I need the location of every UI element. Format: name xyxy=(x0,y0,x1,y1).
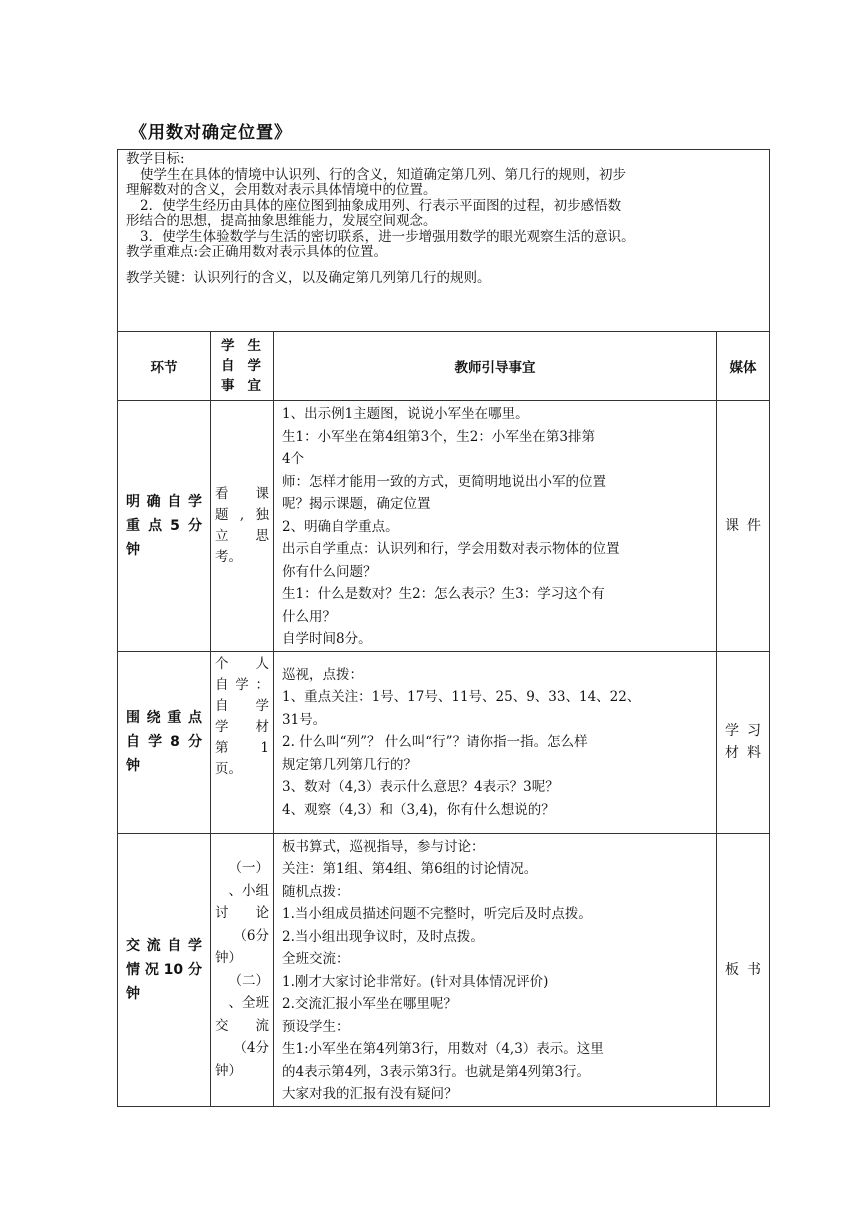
study-line: 钟） xyxy=(215,950,242,966)
guide-line: 2.当小组出现争议时，及时点拨。 xyxy=(282,928,484,945)
header-student-study-line: 事 宜 xyxy=(221,378,263,394)
guide-line: 4个 xyxy=(282,451,305,467)
guide-line: 关注：第1组、第4组、第6组的讨论情况。 xyxy=(282,861,538,877)
student-study-cell xyxy=(211,833,274,1106)
guide-line: 生1：小军坐在第4组第3个，生2：小军坐在第3排第 xyxy=(282,428,595,445)
phase-line: 自学8分 xyxy=(126,734,202,750)
study-line: 第 1 xyxy=(215,739,269,756)
goal-3: 3．使学生体验数学与生活的密切联系，进一步增强用数学的眼光观察生活的意识。 xyxy=(140,228,635,245)
phase-line: 交流自学 xyxy=(126,937,202,954)
study-line: 题,独 xyxy=(215,506,269,523)
phase-cell xyxy=(118,833,211,1106)
document-title: 《用数对确定位置》 xyxy=(130,123,292,143)
student-study-cell xyxy=(211,651,274,833)
phase-line: 情况10分 xyxy=(126,961,202,978)
teaching-goals-cell xyxy=(118,150,770,332)
phase-line: 钟 xyxy=(126,985,140,1002)
lesson-plan-table xyxy=(117,149,770,1107)
study-line: 个 人 xyxy=(215,655,269,672)
media-cell xyxy=(717,833,770,1106)
study-line: 、小组 xyxy=(228,882,269,899)
guide-line: 自学时间8分。 xyxy=(282,631,372,647)
guide-line: 你有什么问题？ xyxy=(282,563,377,580)
phase-line: 重点5分 xyxy=(126,517,202,534)
table-row xyxy=(118,401,770,652)
study-line: 页。 xyxy=(215,760,242,777)
phase-line: 明确自学 xyxy=(126,493,202,510)
study-line: （4分 xyxy=(233,1040,269,1056)
teacher-guide-cell xyxy=(274,401,717,652)
guide-line: 师：怎样才能用一致的方式，更简明地说出小军的位置 xyxy=(282,473,606,490)
table-row xyxy=(118,651,770,833)
study-line: 学 材 xyxy=(215,718,269,735)
goal-1-line-2: 理解数对的含义，会用数对表示具体情境中的位置。 xyxy=(126,182,437,198)
study-line: 交 流 xyxy=(215,1017,269,1034)
guide-line: 4、观察（4,3）和（3,4)，你有什么想说的？ xyxy=(282,801,555,818)
header-student-study-line: 学 生 xyxy=(221,338,263,354)
guide-line: 1、重点关注：1号、17号、11号、25、9、33、14、22、 xyxy=(282,689,641,705)
goals-heading: 教学目标: xyxy=(126,151,185,167)
guide-line: 规定第几列第几行的？ xyxy=(282,756,417,773)
table-row xyxy=(118,833,770,1106)
guide-line: 巡视，点拨： xyxy=(282,666,363,683)
study-line: 看 课 xyxy=(215,485,269,502)
media-cell xyxy=(717,651,770,833)
media-line: 板书 xyxy=(725,961,762,978)
study-line: （6分 xyxy=(233,927,269,944)
header-media: 媒体 xyxy=(717,332,770,401)
study-line: 自学： xyxy=(215,676,269,693)
guide-line: 1、出示例1主题图，说说小军坐在哪里。 xyxy=(282,406,529,422)
goals-row xyxy=(118,150,770,332)
guide-line: 2.交流汇报小军坐在哪里呢？ xyxy=(282,996,457,1012)
teaching-key: 教学关键：认识列行的含义，以及确定第几列第几行的规则。 xyxy=(126,269,491,286)
media-line: 课件 xyxy=(725,517,762,534)
guide-line: 全班交流： xyxy=(282,951,350,967)
study-line: 讨 论 xyxy=(215,905,269,921)
guide-line: 板书算式，巡视指导，参与讨论： xyxy=(282,838,485,855)
table-header-row xyxy=(118,332,770,401)
guide-line: 的4表示第4列，3表示第3行。也就是第4列第3行。 xyxy=(282,1063,591,1080)
guide-line: 2. 什么叫“列”？ 什么叫“行”？请你指一指。怎么样 xyxy=(282,734,588,750)
guide-line: 31号。 xyxy=(282,711,327,728)
teaching-difficulty: 教学重难点:会正确用数对表示具体的位置。 xyxy=(126,244,388,260)
media-line: 材料 xyxy=(725,745,762,761)
guide-line: 生1：什么是数对？生2：怎么表示？生3：学习这个有 xyxy=(282,586,605,602)
student-study-cell xyxy=(211,401,274,652)
guide-line: 大家对我的汇报有没有疑问？ xyxy=(282,1086,458,1102)
phase-line: 围绕重点 xyxy=(126,710,202,726)
media-cell xyxy=(717,401,770,652)
guide-line: 3、数对（4,3）表示什么意思？4表示？3呢？ xyxy=(282,779,559,795)
guide-line: 1.当小组成员描述问题不完整时，听完后及时点拨。 xyxy=(282,906,592,922)
study-line: 自 学 xyxy=(215,697,269,714)
phase-line: 钟 xyxy=(126,758,140,774)
guide-line: 出示自学重点：认识列和行，学会用数对表示物体的位置 xyxy=(282,541,620,557)
guide-line: 1.刚才大家讨论非常好。(针对具体情况评价) xyxy=(282,973,549,990)
guide-line: 生1:小军坐在第4列第3行，用数对（4,3）表示。这里 xyxy=(282,1041,604,1057)
phase-cell xyxy=(118,651,211,833)
guide-line: 2、明确自学重点。 xyxy=(282,518,399,535)
phase-line: 钟 xyxy=(126,541,140,558)
guide-line: 随机点拨： xyxy=(282,883,350,900)
teacher-guide-cell xyxy=(274,651,717,833)
study-line: 立 思 xyxy=(215,527,269,544)
teacher-guide-cell xyxy=(274,833,717,1106)
study-line: （一） xyxy=(228,860,269,876)
guide-line: 什么用？ xyxy=(282,608,336,625)
header-teacher-guide: 教师引导事宜 xyxy=(274,332,717,401)
header-student-study-line: 自 学 xyxy=(221,358,263,374)
study-line: 、全班 xyxy=(228,995,269,1011)
goal-2-line-1: 2．使学生经历由具体的座位图到抽象成用列、行表示平面图的过程，初步感悟数 xyxy=(140,197,622,214)
study-line: 考。 xyxy=(215,548,242,565)
guide-line: 呢？揭示课题，确定位置 xyxy=(282,496,431,512)
header-phase: 环节 xyxy=(118,332,211,401)
header-student-study xyxy=(211,332,274,401)
study-line: 钟） xyxy=(215,1062,242,1079)
study-line: （二） xyxy=(228,972,269,989)
goal-2-line-2: 形结合的思想，提高抽象思维能力，发展空间观念。 xyxy=(126,213,437,229)
goal-1-line-1: 使学生在具体的情境中认识列、行的含义，知道确定第几列、第几行的规则，初步 xyxy=(140,166,626,183)
phase-cell xyxy=(118,401,211,652)
media-line: 学 习 xyxy=(725,723,762,739)
guide-line: 预设学生： xyxy=(282,1018,350,1035)
